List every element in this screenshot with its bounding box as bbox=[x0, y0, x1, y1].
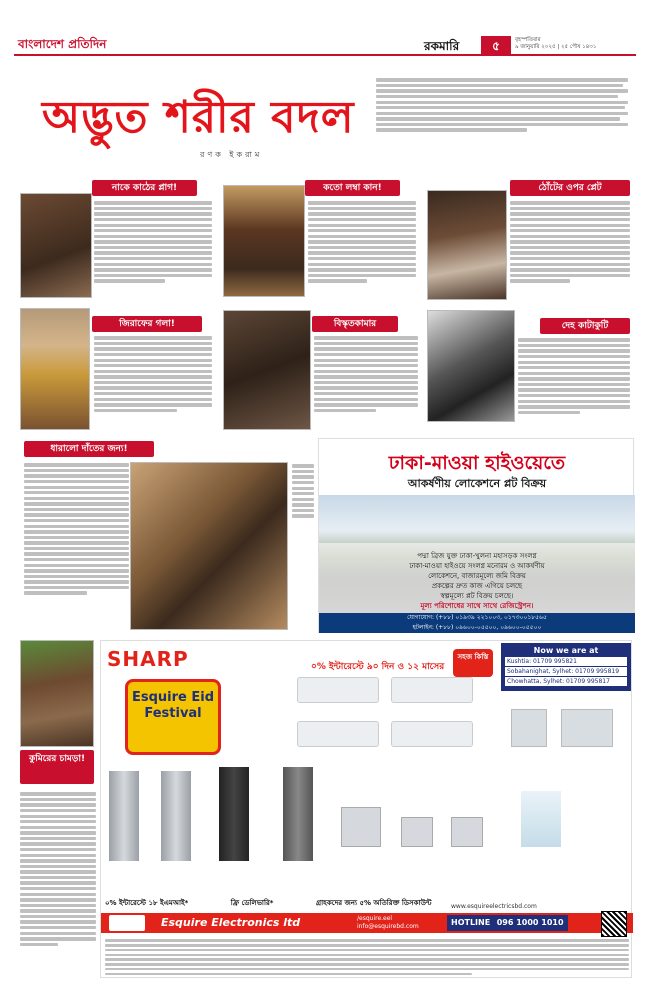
fridge-3[interactable] bbox=[219, 767, 249, 861]
byline: রণক ইকরাম bbox=[200, 150, 263, 159]
subhead-lip: ঠোঁটের ওপর প্লেট bbox=[510, 180, 630, 196]
intro-paragraph bbox=[376, 76, 628, 162]
locations-box bbox=[501, 643, 631, 691]
page-number: ৫ bbox=[492, 39, 500, 53]
highway-photo bbox=[319, 495, 635, 613]
feature-emi: ০% ইন্টারেস্টে ১৮ ইএমআই* bbox=[105, 899, 189, 907]
subhead-nose: নাকে কাঠের প্লাগ! bbox=[92, 180, 197, 196]
highway-plot-ad[interactable] bbox=[318, 438, 634, 633]
fridge-4[interactable] bbox=[283, 767, 313, 861]
qr-code bbox=[601, 911, 627, 937]
fridge-2[interactable] bbox=[161, 771, 191, 861]
highway-ad-body bbox=[319, 551, 635, 611]
ac-unit-2[interactable] bbox=[391, 677, 473, 703]
date-day: বৃহস্পতিবার bbox=[515, 37, 541, 43]
sharp-logo: SHARP bbox=[107, 647, 189, 671]
text-bodycut bbox=[518, 336, 630, 432]
date-full: ৯ জানুয়ারি ২০২৫ | ২৫ পৌষ ১৪৩১ bbox=[515, 44, 597, 50]
hotline-number: 096 1000 1010 bbox=[496, 918, 564, 927]
photo-lip-plate bbox=[427, 190, 507, 300]
water-purifier[interactable] bbox=[521, 791, 561, 847]
text-teeth bbox=[24, 461, 129, 626]
subhead-bodycut: দেহ কাটাকুটি bbox=[540, 318, 630, 334]
ac-unit-1[interactable] bbox=[297, 677, 379, 703]
subhead-ear: কতো লম্বা কান! bbox=[305, 180, 400, 196]
ac-unit-3[interactable] bbox=[297, 721, 379, 747]
highway-contact[interactable]: যোগাযোগ: (+৮৮) ০১৯৩৯ ২২১০০৩, ০১৭৩০০১৮৫৬৫ bbox=[407, 614, 547, 621]
photo-body-cut bbox=[427, 310, 515, 422]
page-number-badge bbox=[481, 36, 511, 56]
microwave-1[interactable] bbox=[511, 709, 547, 747]
emi-offer: ০% ইন্টারেস্টে ৯০ দিন ও ১২ মাসের bbox=[311, 662, 445, 672]
highway-contact-bar bbox=[319, 613, 635, 633]
microwave-2[interactable] bbox=[561, 709, 613, 747]
subhead-teeth: ধারালো দাঁতের জন্য! bbox=[24, 441, 154, 457]
location-sobahanighat: Sobahanighat, Sylhet: 01709 995819 bbox=[505, 667, 627, 676]
text-nose bbox=[94, 199, 212, 299]
esquire-logo bbox=[109, 915, 145, 931]
text-teeth-col2 bbox=[292, 462, 314, 627]
body-line-2: ঢাকা-মাওয়া হাইওয়ে সংলগ্ন মনোরম ও আকর্ষণীয় bbox=[409, 562, 545, 570]
email-link[interactable]: info@esquirebd.com bbox=[357, 923, 419, 930]
highway-ad-headline: ঢাকা-মাওয়া হাইওয়েতে bbox=[388, 452, 566, 474]
body-line-1: পদ্মা ব্রিজ যুক্ত ঢাকা-খুলনা মহাসড়ক সংলগ্ন bbox=[417, 552, 537, 560]
photo-giraffe-neck bbox=[20, 308, 90, 430]
text-lip bbox=[510, 199, 630, 299]
body-line-5: স্বল্পমূল্যে প্লট বিক্রয় চলছে। bbox=[440, 592, 514, 600]
freezer-1[interactable] bbox=[401, 817, 433, 847]
easy-installment-badge: সহজ কিস্তি bbox=[453, 649, 493, 677]
fridge-1[interactable] bbox=[109, 771, 139, 861]
section-name: রকমারি bbox=[424, 39, 460, 53]
now-open-label: Now we are at bbox=[533, 646, 599, 655]
location-chowhatta: Chowhatta, Sylhet: 01709 995817 bbox=[505, 677, 627, 686]
feature-delivery: ফ্রি ডেলিভারি* bbox=[230, 899, 274, 907]
photo-nose-plug bbox=[20, 193, 92, 298]
text-ear bbox=[308, 199, 416, 299]
freezer-2[interactable] bbox=[451, 817, 483, 847]
photo-long-ear bbox=[223, 185, 305, 297]
washing-machine-1[interactable] bbox=[341, 807, 381, 847]
hotline-label: HOTLINE bbox=[451, 918, 491, 927]
subhead-scar: বিস্কৃতকামার bbox=[312, 316, 398, 332]
text-scar bbox=[314, 334, 418, 430]
website-link[interactable]: www.esquireelectricsbd.com bbox=[451, 903, 537, 910]
showroom-list bbox=[105, 937, 629, 977]
location-kushtia: Kushtia: 01709 995821 bbox=[505, 657, 627, 666]
sharp-esquire-ad[interactable] bbox=[100, 640, 632, 978]
highway-contact-2[interactable]: হটলাইন: (+৮৮) ০৯৬০০-০৫৫০০, ০৯৬০০-০৫৫০০ bbox=[412, 624, 542, 631]
feature-title: অদ্ভুত শরীর বদল bbox=[42, 92, 355, 143]
eid-festival-text: Esquire Eid Festival bbox=[131, 690, 215, 721]
body-line-6: মূল্য পরিশোধের সাথে সাথে রেজিস্ট্রেশন। bbox=[420, 602, 534, 610]
eid-festival-badge bbox=[125, 679, 221, 755]
feature-discount: গ্রাহকদের জন্য ৫% অতিরিক্ত ডিসকাউন্ট bbox=[315, 899, 432, 907]
highway-ad-subheadline: আকর্ষণীয় লোকেশনে প্লট বিক্রয় bbox=[407, 477, 547, 490]
body-line-3: লোকেশনে, বাজারমূল্যে জমি বিক্রয় bbox=[428, 572, 526, 580]
photo-scarification bbox=[223, 310, 311, 430]
text-crocodile bbox=[20, 790, 96, 975]
features-row bbox=[105, 897, 625, 911]
newspaper-brand[interactable]: বাংলাদেশ প্রতিদিন bbox=[18, 37, 107, 51]
body-line-4: প্রকল্পের দ্রুত কাজ এগিয়ে চলছে bbox=[431, 582, 523, 590]
date-block bbox=[515, 37, 596, 51]
ac-unit-4[interactable] bbox=[391, 721, 473, 747]
photo-crocodile-skin bbox=[20, 640, 94, 747]
photo-teeth-sharpening bbox=[130, 462, 288, 630]
header-rule bbox=[14, 54, 636, 56]
company-name: Esquire Electronics ltd bbox=[161, 916, 301, 929]
subhead-giraffe: জিরাফের গলা! bbox=[92, 316, 202, 332]
subhead-crocodile: কুমিরের চামড়া! bbox=[20, 750, 94, 784]
facebook-link[interactable]: /esquire.eel bbox=[357, 915, 393, 922]
hotline-box[interactable] bbox=[447, 915, 568, 931]
text-giraffe bbox=[94, 334, 212, 430]
